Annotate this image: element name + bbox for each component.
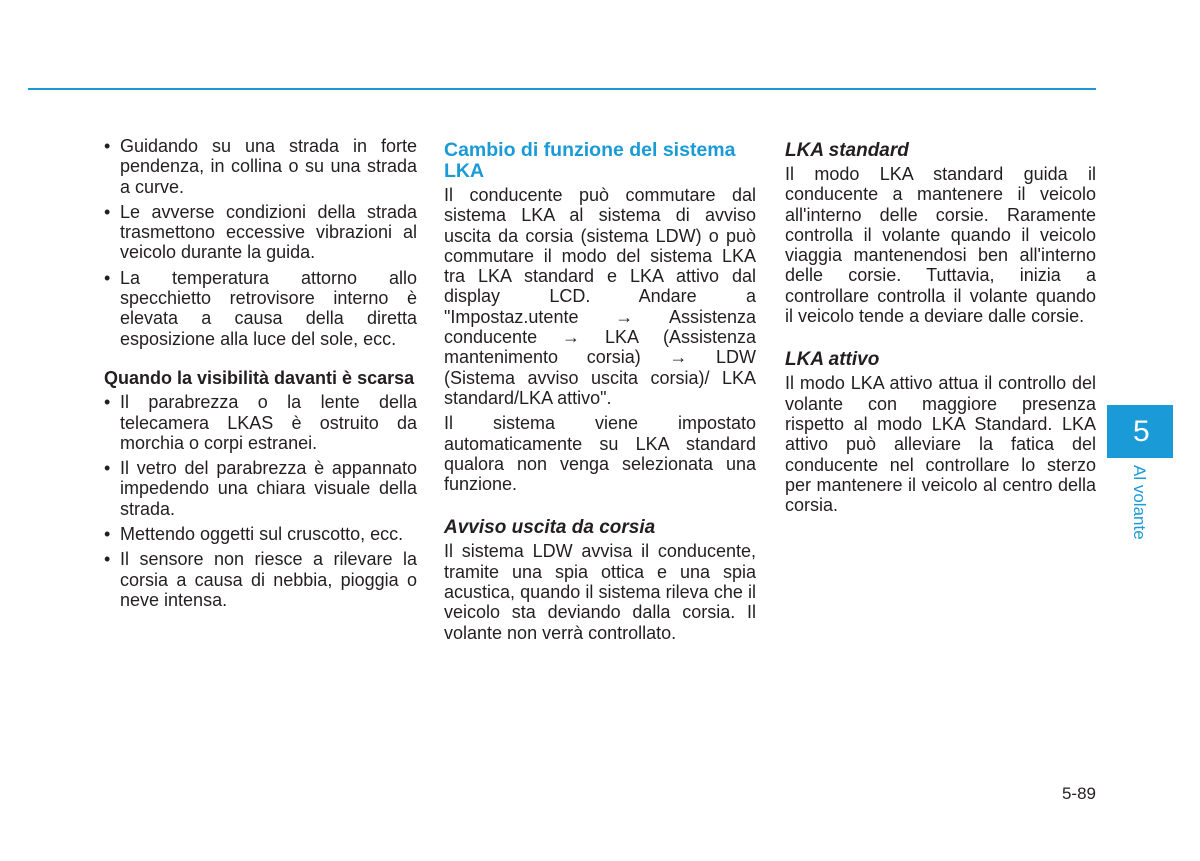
subsection-heading: LKA attivo bbox=[785, 349, 880, 371]
list-item: • Il parabrezza o la lente della telecamera LKAS è ostruito da morchia o corpi estranei. bbox=[104, 392, 417, 453]
page-number: 5-89 bbox=[1061, 784, 1096, 803]
column-2 bbox=[444, 136, 756, 643]
paragraph: Il sistema viene impostato automaticamente su LKA standard qualora non venga selezionata una funzione. bbox=[444, 413, 756, 495]
column-1 bbox=[104, 136, 417, 615]
section-heading: Quando la visibilità davanti è scarsa bbox=[104, 367, 415, 388]
list-item: • Il sensore non riesce a rilevare la corsia a causa di nebbia, pioggia o neve intensa. bbox=[104, 549, 417, 610]
subsection-heading: LKA standard bbox=[785, 140, 909, 161]
bullet-list-bottom bbox=[104, 392, 417, 610]
section-title: Cambio di funzione del sistema LKA bbox=[444, 139, 736, 182]
list-item: • Mettendo oggetti sul cruscotto, ecc. bbox=[104, 524, 417, 544]
chapter-title: Al volante bbox=[1130, 465, 1149, 540]
list-item: • Il vetro del parabrezza è appannato impedendo una chiara visuale della strada. bbox=[104, 458, 417, 519]
list-item: • La temperatura attorno allo specchietto retrovisore interno è elevata a causa della diretta esposizione alla luce del sole, ecc. bbox=[104, 268, 417, 349]
column-3 bbox=[785, 136, 1096, 515]
list-item: • Le avverse condizioni della strada trasmettono eccessive vibrazioni al veicolo durante la guida. bbox=[104, 202, 417, 263]
chapter-number-tab: 5 bbox=[1107, 405, 1173, 458]
paragraph: Il modo LKA attivo attua il controllo del volante con maggiore presenza rispetto al modo LKA Standard. LKA attivo può alleviare la fatica del conducente nel controllare lo sterzo per mantenere il veicolo al centro della corsia. bbox=[785, 373, 1096, 516]
header-rule bbox=[28, 88, 1096, 90]
bullet-list-top bbox=[104, 136, 417, 349]
list-item: • Guidando su una strada in forte pendenza, in collina o su una strada a curve. bbox=[104, 136, 417, 197]
paragraph: Il conducente può commutare dal sistema LKA al sistema di avviso uscita da corsia (sistema LDW) o può commutare il modo del sistema LKA tra LKA standard e LKA attivo dal display LCD. Andare a "Impostaz.utente → Assistenza conducente → LKA (Assistenza mantenimento corsia) → LDW (Sistema avviso uscita corsia)/ LKA standard/LKA attivo". bbox=[444, 185, 756, 408]
subsection-heading: Avviso uscita da corsia bbox=[444, 517, 656, 539]
paragraph: Il modo LKA standard guida il conducente a mantenere il veicolo all'interno delle corsie. Raramente controlla il volante quando il veicolo viaggia mantenendosi ben all'interno delle corsie. Tuttavia, inizia a controllare controlla il volante quando il veicolo tende a deviare dalle corsie. bbox=[785, 164, 1096, 327]
paragraph: Il sistema LDW avvisa il conducente, tramite una spia ottica e una spia acustica, quando il sistema rileva che il veicolo sta deviando dalla corsia. Il volante non verrà controllato. bbox=[444, 541, 756, 643]
